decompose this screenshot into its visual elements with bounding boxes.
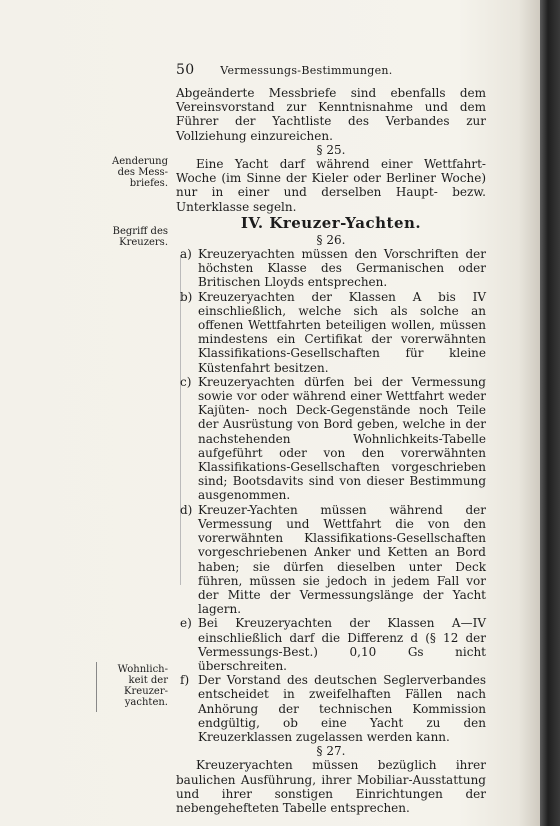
- section-25-text: Eine Yacht darf während einer Wettfahrt-Woche (im Sinne der Kieler oder Berliner Woche) nur in einer und derselben Haupt- bezw. Unterklasse segeln.: [176, 157, 486, 214]
- margin-note-begriff: Begriff des Kreuzers.: [112, 226, 168, 248]
- list-item: e) Bei Kreuzeryachten der Klassen A—IV einschließlich darf die Differenz d (§ 12 der Vermessungs-Best.) 0,10 Gs nicht überschreiten.: [180, 616, 486, 673]
- book-spine: [540, 0, 560, 826]
- section-27-text: Kreuzeryachten müssen bezüglich ihrer baulichen Ausführung, ihrer Mobiliar-Ausstattung und ihrer sonstigen Einrichtungen der nebengehefteten Tabelle entsprechen.: [176, 758, 486, 815]
- list-item: a) Kreuzeryachten müssen den Vorschriften der höchsten Klasse des Germanischen oder Britischen Lloyds entsprechen.: [180, 247, 486, 290]
- page-header: [176, 62, 393, 78]
- margin-rule: [96, 662, 97, 712]
- running-title: Vermessungs-Bestimmungen.: [220, 64, 393, 77]
- list-item: f) Der Vorstand des deutschen Seglerverbandes entscheidet in zweifelhaften Fällen nach Anhörung der technischen Kommission endgültig, ob eine Yacht zu den Kreuzerklassen zugelassen werden kann.: [180, 673, 486, 744]
- section-25-title: § 25.: [316, 142, 346, 157]
- list-item: c) Kreuzeryachten dürfen bei der Vermessung sowie vor oder während einer Wettfahrt weder Kajüten- noch Deck-Gegenstände noch Teile der Ausrüstung von Bord geben, welche in der nachstehenden Wohnlichkeits-Tabelle aufgeführt oder von den vorerwähnten Klassifikations-Gesellschaften vorgeschrieben sind; Bootsdavits sind von dieser Bestimmung ausgenommen.: [180, 374, 486, 503]
- chapter-heading: IV. Kreuzer-Yachten.: [240, 213, 422, 232]
- section-26-title: § 26.: [316, 232, 346, 247]
- page-body: [176, 86, 486, 815]
- page-number: 50: [176, 62, 195, 78]
- margin-note-wohnlichkeit: Wohnlich- keit der Kreuzer- yachten.: [117, 664, 168, 708]
- margin-note-aenderung: Aenderung des Mess- briefes.: [112, 156, 168, 189]
- list-item: d) Kreuzer-Yachten müssen während der Vermessung und Wettfahrt die von den vorerwähnten Klassifikations-Gesellschaften vorgeschriebenen Anker und Ketten an Bord haben; sie dürfen dieselben unter Deck führen, müssen sie jedoch in jedem Fall vor der Mitte der Vermessungslänge der Yacht lagern.: [180, 502, 486, 617]
- intro-paragraph: Abgeänderte Messbriefe sind ebenfalls dem Vereinsvorstand zur Kenntnisnahme und dem Führer der Yachtliste des Verbandes zur Vollziehung einzureichen.: [176, 86, 486, 143]
- section-27-title: § 27.: [316, 744, 346, 759]
- list-item: b) Kreuzeryachten der Klassen A bis IV einschließlich, welche sich als solche an offenen Wettfahrten beteiligen wollen, müssen mindestens ein Certifikat der vorerwähnten Klassifikations-Gesellschaften für kleine Küstenfahrt besitzen.: [180, 289, 486, 375]
